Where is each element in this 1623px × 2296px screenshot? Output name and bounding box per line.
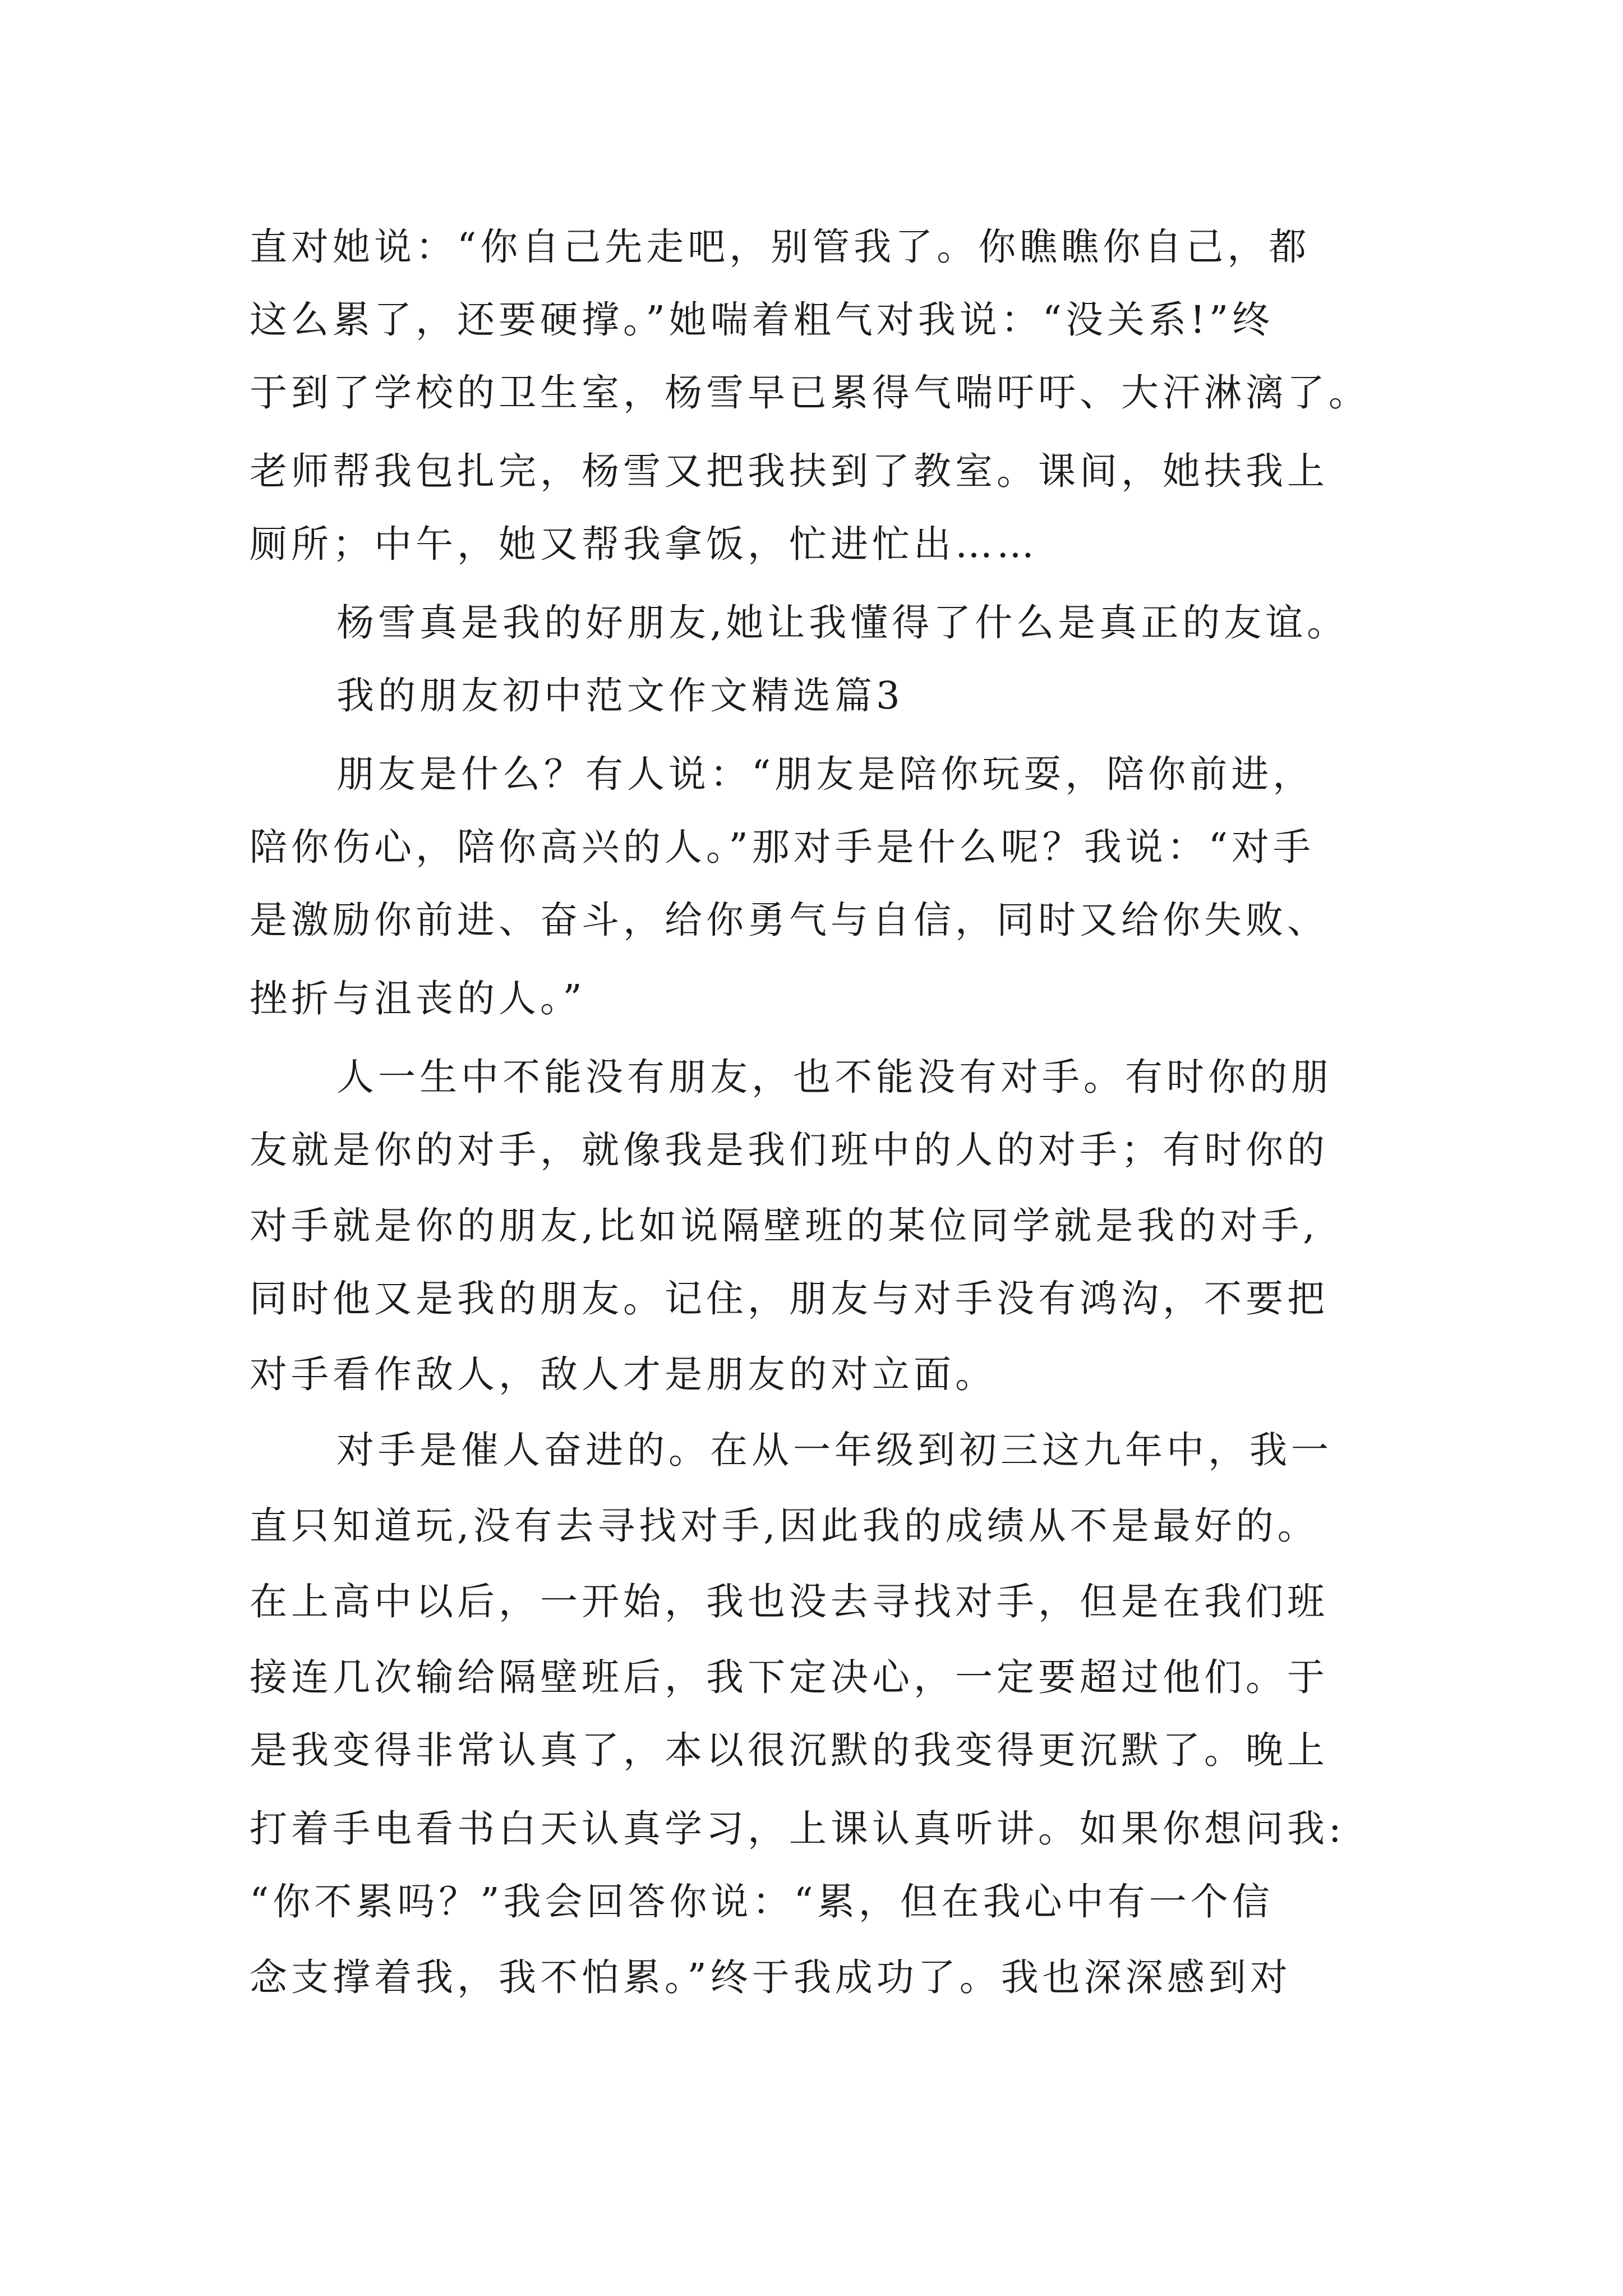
text-line: 杨雪真是我的好朋友,她让我懂得了什么是真正的友谊。 xyxy=(336,601,1349,645)
text-line: “你不累吗？”我会回答你说：“累，但在我心中有一个信 xyxy=(250,1880,1274,1924)
text-line: 同时他又是我的朋友。记住，朋友与对手没有鸿沟，不要把 xyxy=(250,1277,1329,1320)
text-line: 对手看作敌人，敌人才是朋友的对立面。 xyxy=(250,1352,997,1396)
text-line: 直只知道玩,没有去寻找对手,因此我的成绩从不是最好的。 xyxy=(250,1504,1319,1548)
text-line: 念支撑着我，我不怕累。”终于我成功了。我也深深感到对 xyxy=(250,1955,1292,1999)
text-line: 对手是催人奋进的。在从一年级到初三这九年中，我一 xyxy=(336,1428,1332,1472)
text-line: 于到了学校的卫生室，杨雪早已累得气喘吁吁、大汗淋漓了。 xyxy=(250,371,1370,415)
text-line: 友就是你的对手，就像我是我们班中的人的对手；有时你的 xyxy=(250,1128,1329,1172)
text-line: 打着手电看书白天认真学习，上课认真听讲。如果你想问我: xyxy=(250,1807,1345,1851)
text-line: 接连几次输给隔壁班后，我下定决心，一定要超过他们。于 xyxy=(250,1655,1329,1699)
text-line: 厕所；中午，她又帮我拿饭，忙进忙出…… xyxy=(250,522,1038,566)
text-line: 直对她说：“你自己先走吧，别管我了。你瞧瞧你自己，都 xyxy=(250,225,1311,269)
text-line: 在上高中以后，一开始，我也没去寻找对手，但是在我们班 xyxy=(250,1580,1329,1623)
text-line: 是我变得非常认真了，本以很沉默的我变得更沉默了。晚上 xyxy=(250,1728,1329,1772)
section-heading: 我的朋友初中范文作文精选篇3 xyxy=(336,674,904,717)
text-line: 挫折与沮丧的人。” xyxy=(250,977,586,1020)
text-line: 陪你伤心，陪你高兴的人。”那对手是什么呢？我说：“对手 xyxy=(250,825,1315,869)
text-line: 朋友是什么？有人说：“朋友是陪你玩耍，陪你前进， xyxy=(336,752,1315,796)
text-line: 是激励你前进、奋斗，给你勇气与自信，同时又给你失败、 xyxy=(250,898,1329,942)
text-line: 对手就是你的朋友,比如说隔壁班的某位同学就是我的对手, xyxy=(250,1204,1319,1248)
text-line: 这么累了，还要硬撑。”她喘着粗气对我说：“没关系!”终 xyxy=(250,298,1274,342)
text-line: 老师帮我包扎完，杨雪又把我扶到了教室。课间，她扶我上 xyxy=(250,449,1329,493)
text-line: 人一生中不能没有朋友，也不能没有对手。有时你的朋 xyxy=(336,1055,1332,1099)
